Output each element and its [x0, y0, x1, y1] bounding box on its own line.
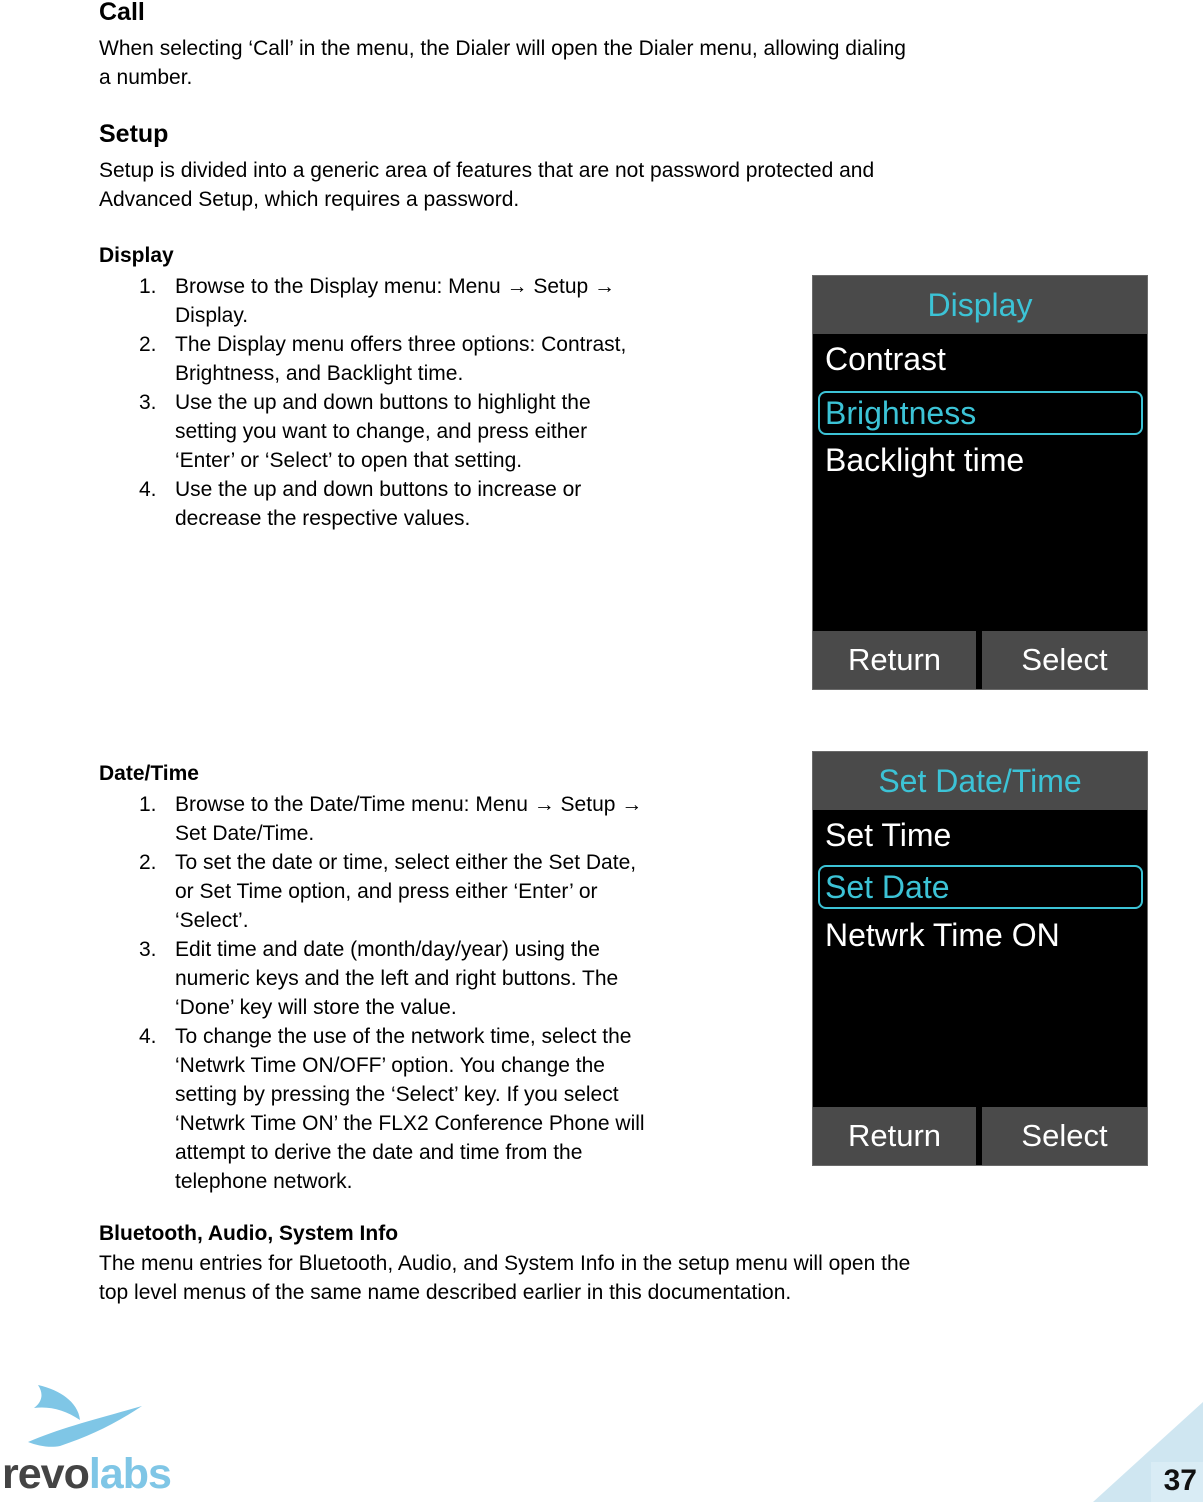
datetime-step: 1. Browse to the Date/Time menu: Menu → Setup → Set Date/Time.	[139, 793, 643, 845]
setup-body-line-2: Advanced Setup, which requires a password.	[99, 188, 520, 211]
setup-heading: Setup	[99, 120, 169, 148]
datetime-screen	[812, 751, 1148, 1166]
display-step: 3. Use the up and down buttons to highlight the setting you want to change, and press either ‘Enter’ or ‘Select’ to open that setting.	[139, 391, 591, 472]
display-screen	[812, 275, 1148, 690]
bluetooth-body-line-1: The menu entries for Bluetooth, Audio, and System Info in the setup menu will open the	[99, 1252, 911, 1275]
datetime-screen-title: Set Date/Time	[813, 752, 1147, 810]
bluetooth-heading: Bluetooth, Audio, System Info	[99, 1222, 399, 1245]
bluetooth-body-line-2: top level menus of the same name described earlier in this documentation.	[99, 1281, 792, 1304]
display-menu-item-brightness[interactable]: Brightness	[818, 391, 1143, 435]
display-screen-title: Display	[813, 276, 1147, 334]
datetime-softkeys	[813, 1107, 1147, 1165]
datetime-menu-item-network-time[interactable]: Netwrk Time ON	[825, 917, 1060, 953]
display-heading: Display	[99, 244, 174, 267]
display-menu-item-backlight[interactable]: Backlight time	[825, 442, 1025, 478]
display-return-softkey[interactable]: Return	[813, 631, 976, 689]
display-softkeys	[813, 631, 1147, 689]
display-step: 4. Use the up and down buttons to increase or decrease the respective values.	[139, 478, 582, 530]
display-step: 1. Browse to the Display menu: Menu → Setup → Display.	[139, 275, 616, 327]
revolabs-logo	[2, 1450, 171, 1499]
datetime-heading: Date/Time	[99, 762, 199, 785]
revolabs-fin-logo-icon	[20, 1380, 150, 1455]
datetime-select-softkey[interactable]: Select	[982, 1107, 1147, 1165]
datetime-return-softkey[interactable]: Return	[813, 1107, 976, 1165]
display-steps	[99, 272, 759, 533]
logo-text-labs: labs	[88, 1450, 171, 1498]
display-menu-item-contrast[interactable]: Contrast	[825, 341, 946, 377]
call-body-line-2: a number.	[99, 66, 193, 89]
datetime-menu-item-set-time[interactable]: Set Time	[825, 817, 952, 853]
call-body-line-1: When selecting ‘Call’ in the menu, the Dialer will open the Dialer menu, allowing dialing	[99, 37, 906, 60]
call-heading: Call	[99, 0, 145, 26]
datetime-step: 4. To change the use of the network time, select the ‘Netwrk Time ON/OFF’ option. You change the setting by pressing the ‘Select’ key. If you select ‘Netwrk Time ON’ the FLX2 Conference Phone will attempt to derive the date and time from the telephone network.	[139, 1025, 645, 1193]
logo-text-revo: revo	[2, 1450, 89, 1498]
datetime-menu-item-set-date[interactable]: Set Date	[818, 865, 1143, 909]
datetime-step: 2. To set the date or time, select either the Set Date, or Set Time option, and press either ‘Enter’ or ‘Select’.	[139, 851, 637, 932]
setup-body-line-1: Setup is divided into a generic area of features that are not password protected and	[99, 159, 875, 182]
page-number: 37	[1163, 1464, 1197, 1497]
display-step: 2. The Display menu offers three options: Contrast, Brightness, and Backlight time.	[139, 333, 627, 385]
datetime-step: 3. Edit time and date (month/day/year) using the numeric keys and the left and right buttons. The ‘Done’ key will store the value.	[139, 938, 619, 1019]
datetime-steps	[99, 790, 779, 1196]
display-select-softkey[interactable]: Select	[982, 631, 1147, 689]
